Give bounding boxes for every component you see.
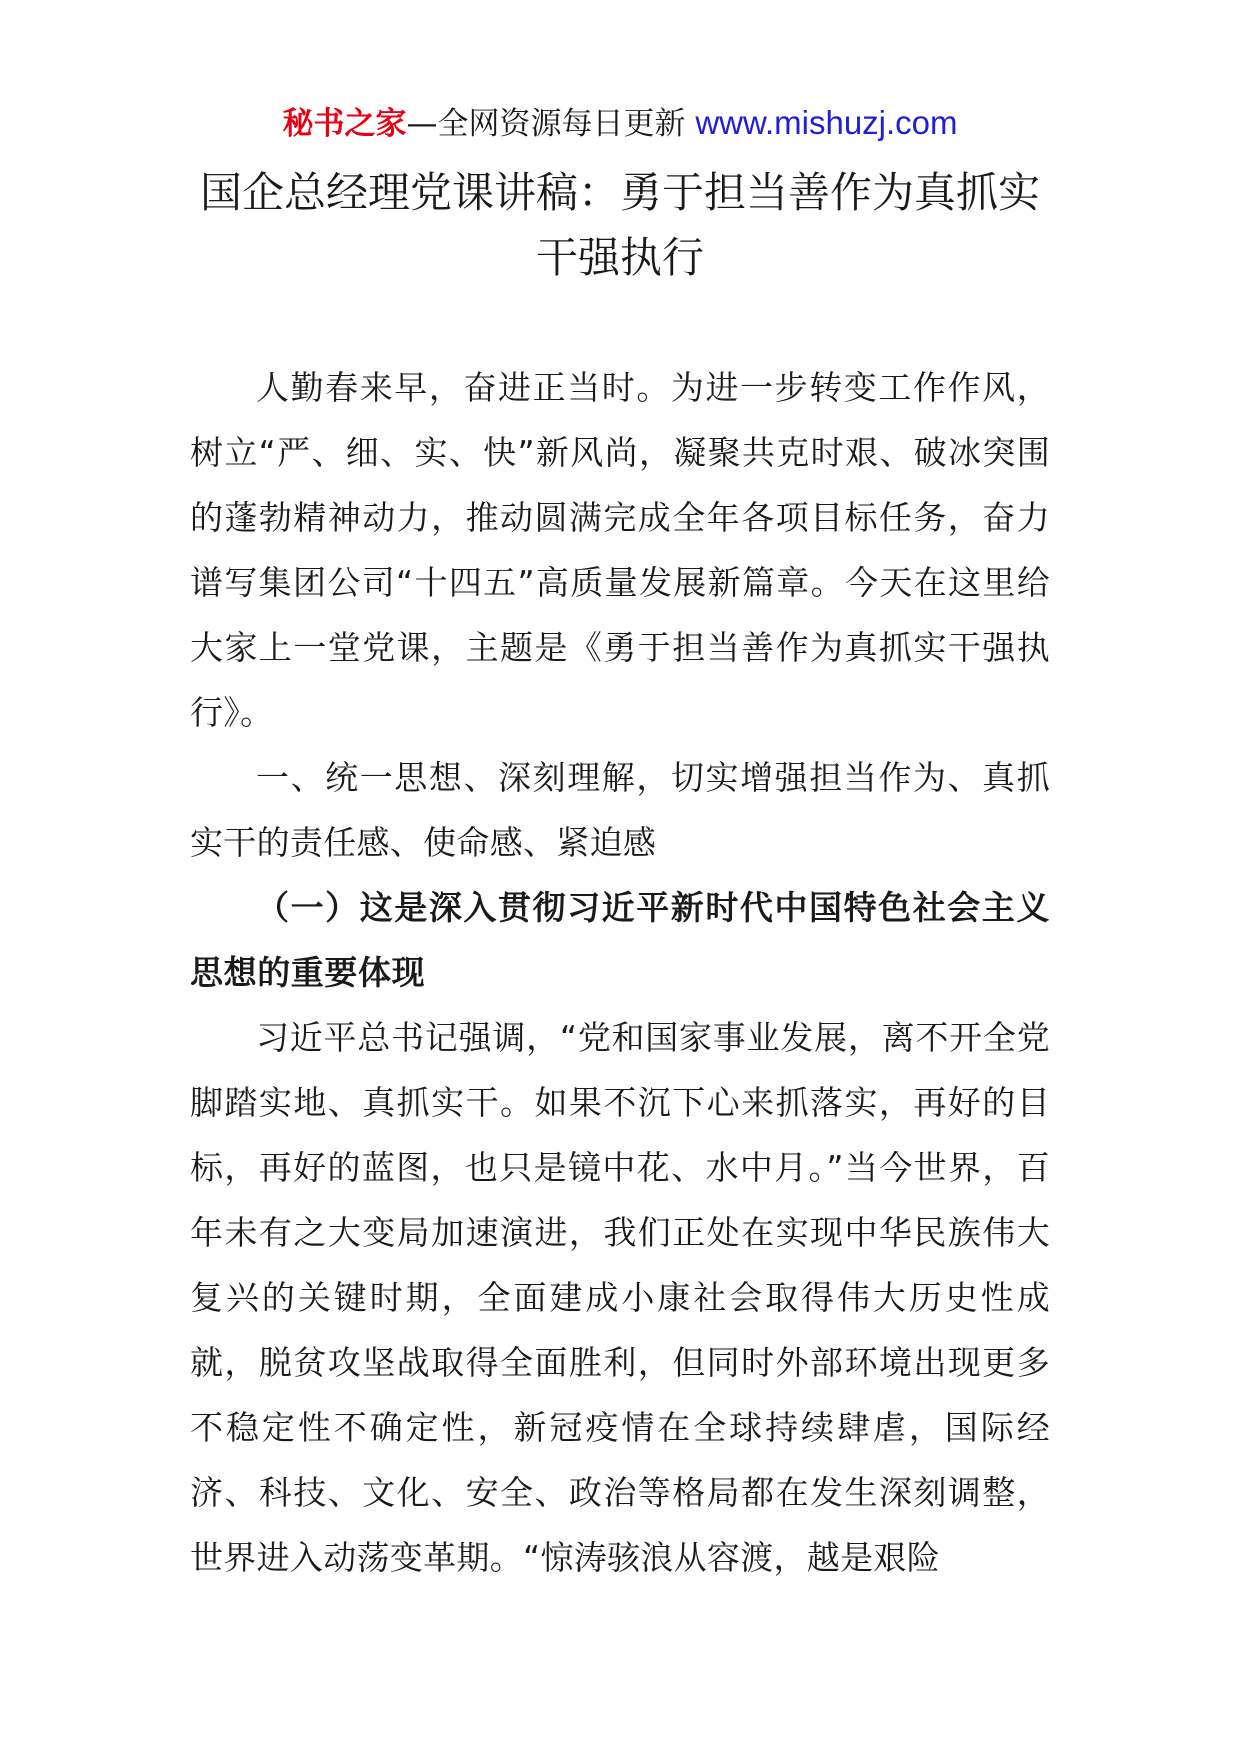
document-title: 国企总经理党课讲稿：勇于担当善作为真抓实干强执行	[199, 168, 1040, 282]
site-brand: 秘书之家	[282, 106, 407, 142]
subsection-heading: （一）这是深入贯彻习近平新时代中国特色社会主义思想的重要体现	[190, 888, 1050, 992]
site-url-link[interactable]: www.mishuzj.com	[695, 104, 958, 141]
intro-paragraph: 人勤春来早，奋进正当时。为进一步转变工作作风，树立“严、细、实、快”新风尚，凝聚共克时艰、破冰突围的蓬勃精神动力，推动圆满完成全年各项目标任务，奋力谱写集团公司“十四五”高质量发展新篇章。今天在这里给大家上一堂党课，主题是《勇于担当善作为真抓实干强执行》。	[190, 368, 1050, 732]
section-heading: 一、统一思想、深刻理解，切实增强担当作为、真抓实干的责任感、使命感、紧迫感	[190, 758, 1050, 862]
document-body	[190, 355, 1050, 1590]
site-tagline: —全网资源每日更新	[406, 106, 686, 142]
site-header	[0, 98, 1240, 149]
body-paragraph: 习近平总书记强调，“党和国家事业发展，离不开全党脚踏实地、真抓实干。如果不沉下心来抓落实，再好的目标，再好的蓝图，也只是镜中花、水中月。”当今世界，百年未有之大变局加速演进，我们正处在实现中华民族伟大复兴的关键时期，全面建成小康社会取得伟大历史性成就，脱贫攻坚战取得全面胜利，但同时外部环境出现更多不稳定性不确定性，新冠疫情在全球持续肆虐，国际经济、科技、文化、安全、政治等格局都在发生深刻调整，世界进入动荡变革期。“惊涛骇浪从容渡，越是艰险	[190, 1018, 1050, 1577]
